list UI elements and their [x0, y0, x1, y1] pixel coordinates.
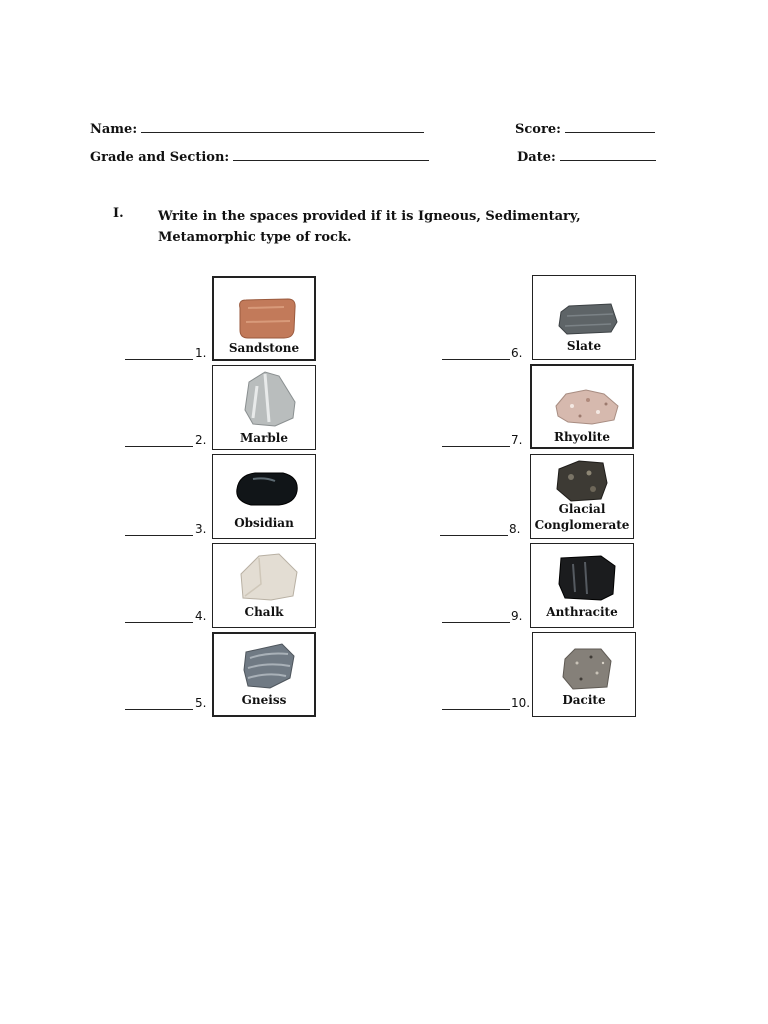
instruction-text: Write in the spaces provided if it is Igneous, Sedimentary, Metamorphic type of rock.	[158, 209, 581, 245]
answer-blank[interactable]	[125, 622, 193, 623]
answer-blank[interactable]	[125, 709, 193, 710]
answer-blank[interactable]	[442, 622, 510, 623]
item-number: 2.	[195, 433, 207, 447]
rock-card	[212, 543, 316, 628]
item-number: 6.	[511, 346, 523, 360]
rock-card	[530, 364, 634, 449]
score-field	[515, 122, 655, 137]
rock-label: Dacite	[562, 693, 606, 707]
rock-card	[212, 454, 316, 539]
instruction-number: I.	[113, 206, 124, 221]
rock-label: Gneiss	[241, 693, 287, 707]
item-number: 8.	[509, 522, 521, 536]
answer-blank[interactable]	[440, 535, 508, 536]
answer-blank[interactable]	[125, 446, 193, 447]
date-field	[517, 150, 656, 165]
grade-field	[90, 150, 429, 165]
rock-card	[532, 275, 636, 360]
item-number: 4.	[195, 609, 207, 623]
grade-label: Grade and Section:	[90, 150, 230, 165]
item-number: 10.	[511, 696, 531, 710]
rock-label: Chalk	[244, 605, 284, 619]
rock-label: Marble	[240, 431, 288, 445]
rock-card	[212, 276, 316, 361]
rock-label: Rhyolite	[554, 430, 610, 444]
answer-blank[interactable]	[442, 709, 510, 710]
rock-card	[532, 632, 636, 717]
rock-label: Anthracite	[546, 605, 618, 619]
name-field	[90, 122, 424, 137]
rock-card	[212, 365, 316, 450]
rock-card	[212, 632, 316, 717]
rock-card	[530, 454, 634, 539]
date-line[interactable]	[560, 159, 656, 161]
rock-label: Slate	[566, 339, 602, 353]
name-line[interactable]	[141, 131, 424, 133]
date-label: Date:	[517, 150, 556, 165]
name-label: Name:	[90, 122, 138, 137]
item-number: 3.	[195, 522, 207, 536]
score-line[interactable]	[565, 131, 655, 133]
score-label: Score:	[515, 122, 561, 137]
item-number: 9.	[511, 609, 523, 623]
item-number: 7.	[511, 433, 523, 447]
rock-label: Glacial Conglomerate	[534, 502, 630, 532]
item-number: 1.	[195, 346, 207, 360]
rock-card	[530, 543, 634, 628]
answer-blank[interactable]	[125, 359, 193, 360]
rock-label: Sandstone	[228, 341, 300, 355]
answer-blank[interactable]	[442, 359, 510, 360]
grade-line[interactable]	[233, 159, 429, 161]
item-number: 5.	[195, 696, 207, 710]
answer-blank[interactable]	[125, 535, 193, 536]
answer-blank[interactable]	[442, 446, 510, 447]
rock-label: Obsidian	[234, 516, 294, 530]
